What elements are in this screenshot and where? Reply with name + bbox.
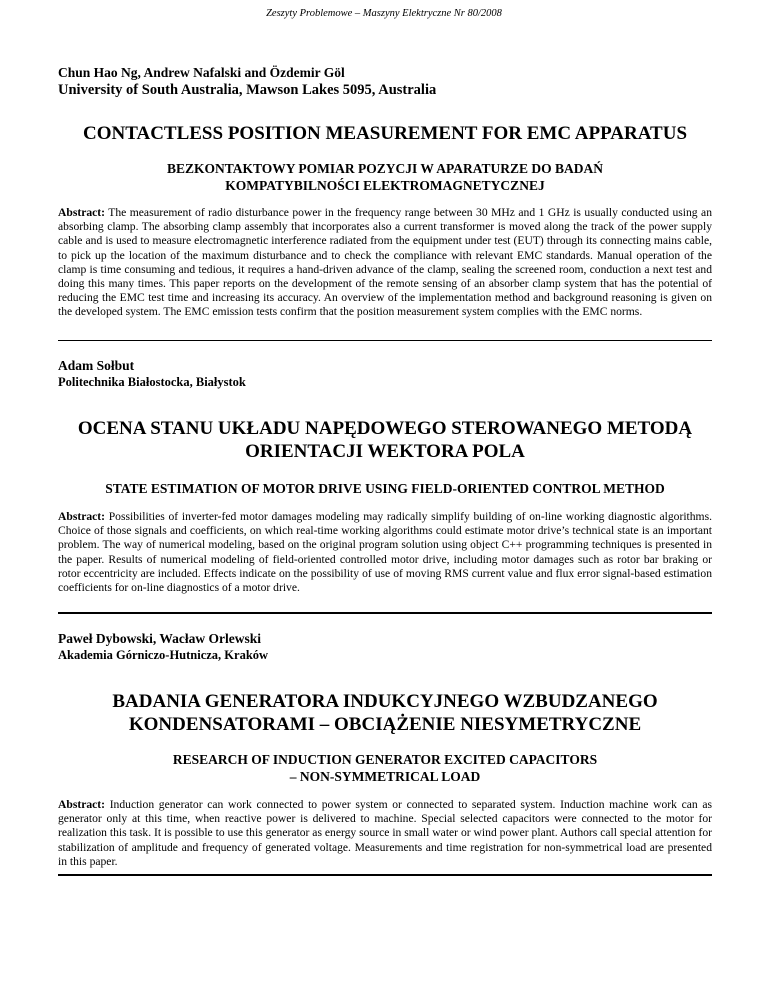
article-1-subtitle-line-2: KOMPATYBILNOŚCI ELEKTROMAGNETYCZNEJ [225,178,545,193]
article-3-title-line-2: KONDENSATORAMI – OBCIĄŻENIE NIESYMETRYCZNE [128,714,642,735]
divider [58,340,712,341]
abstract-text: Induction generator can work connected to power system or connected to separated system. Induction machine work can as generator only at this time, when reactive power is delivered to machine. Special selected capacitors were connected to the motor for realization this task. It is possible to use this generator as energy source in small water or wind power plant. Authors call special attention for stabilization of amplitude and frequency of generated voltage. Measurements and time registration for non-symmetrical load are presented in this paper. [58,798,713,868]
article-1-affiliation: University of South Australia, Mawson Lakes 5095, Australia [58,82,437,98]
article-3-subtitle-line-2: – NON-SYMMETRICAL LOAD [289,769,481,784]
article-3-subtitle-line-1: RESEARCH OF INDUCTION GENERATOR EXCITED CAPACITORS [172,752,598,767]
abstract-label: Abstract: [58,510,106,523]
abstract-text: Possibilities of inverter-fed motor damages modeling may radically simplify building of on-line working diagnostic algorithms. Choice of those signals and coefficients, on which real-time working algorithms could estimate motor drive’s technical state is an important problem. The way of numerical modeling, based on the original program solution using object C++ programming techniques is presented in the paper. Results of numerical modeling of field-oriented controlled motor drive, including motor damages such as rotor bar braking or rotor eccentricity are included. Effects indicate on the possibility of use of moving RMS current value and flux error signal-based estimation coefficients for on-line diagnostics of a motor drive. [58,510,712,595]
article-3-abstract [58,798,712,869]
article-3-affiliation: Akademia Górniczo-Hutnicza, Kraków [58,648,269,662]
article-2 [58,357,712,595]
article-2-title-line-2: ORIENTACJI WEKTORA POLA [245,441,525,462]
article-1-authors: Chun Hao Ng, Andrew Nafalski and Özdemir Göl [58,65,345,80]
abstract-text: The measurement of radio disturbance power in the frequency range between 30 MHz and 1 GHz is usually conducted using an absorbing clamp. The absorbing clamp assembly that incorporates also a current transformer is moved along the track of the power supply cable and is used to measure electromagnetic interference radiated from the equipment under test (EUT) through its connecting mains cable, to pick up the location of the maximum disturbance and to check the compliance with relevant EMC standards. Manual operation of the clamp is time consuming and tedious, it requires a hand-driven advance of the clamp, sealing the screened room, conduction a next test and doing this many times. This paper reports on the development of the remote sensing of an absorber clamp system that has the potential of reducing the EMC test time and increasing its accuracy. An overview of the implementation method and background reasoning is given on the developed system. The EMC emission tests confirm that the position measurement system complies with the EMC norms. [58,206,712,319]
article-1-title: CONTACTLESS POSITION MEASUREMENT FOR EMC APPARATUS [82,123,688,144]
article-1 [58,64,712,320]
divider [58,612,712,614]
article-3 [58,630,712,869]
article-2-authors: Adam Sołbut [58,358,135,373]
article-1-subtitle-line-1: BEZKONTAKTOWY POMIAR POZYCJI W APARATURZE DO BADAŃ [166,161,604,176]
article-3-authors: Paweł Dybowski, Wacław Orlewski [58,631,262,646]
divider [58,874,712,876]
running-header: Zeszyty Problemowe – Maszyny Elektryczne Nr 80/2008 [266,8,502,19]
article-3-title-line-1: BADANIA GENERATORA INDUKCYJNEGO WZBUDZANEGO [112,691,658,712]
article-2-title-line-1: OCENA STANU UKŁADU NAPĘDOWEGO STEROWANEGO METODĄ [77,418,693,439]
article-2-affiliation: Politechnika Białostocka, Białystok [58,375,246,389]
article-2-subtitle: STATE ESTIMATION OF MOTOR DRIVE USING FIELD-ORIENTED CONTROL METHOD [105,481,665,496]
abstract-label: Abstract: [58,206,106,219]
article-1-abstract [58,206,712,320]
abstract-label: Abstract: [58,798,106,811]
article-2-abstract [58,510,712,595]
